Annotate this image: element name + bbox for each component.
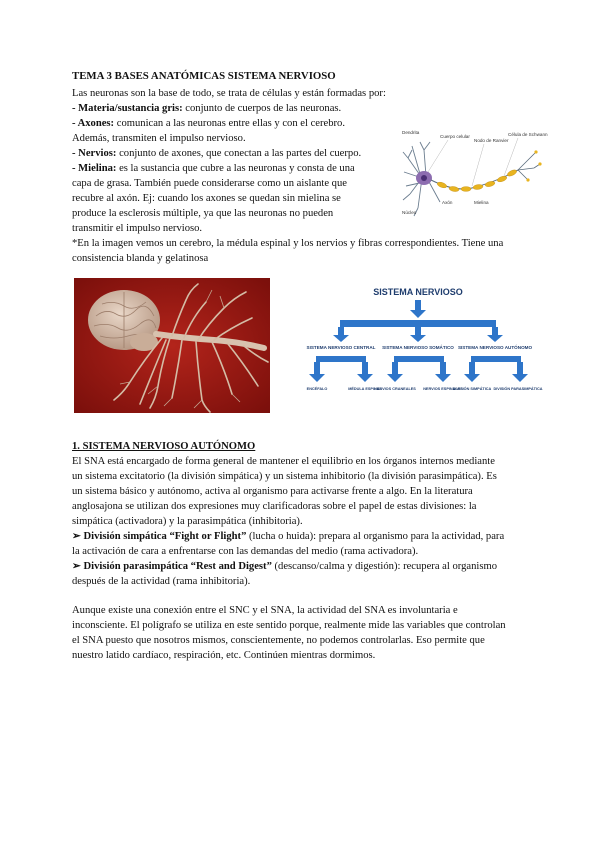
label-cuerpo: Cuerpo celular [440,134,470,139]
section1-p2-line3: el SNA puesto que nosotros mismos, conscientemente, no podemos controlarlas. Eso permite que [72,635,485,646]
nota-line2: consistencia blanda y gelatinosa [72,253,209,264]
parasimpatica-line [72,559,497,574]
diagram-somatico: SISTEMA NERVIOSO SOMÁTICO [382,345,454,350]
label-dendrita: Dendrita [402,130,420,135]
diagram-leaf-encefalo: ENCÉFALO [306,387,328,391]
axones-term: - Axones: [72,118,115,129]
label-celula: Célula de Schwann [508,132,548,137]
label-mielina: Mielina [474,200,489,205]
materia-line [72,101,341,116]
diagram-leaf-parasimpatica: DIVISIÓN PARASIMPÁTICA [493,387,543,391]
parasimpatica-term: ➢ División parasimpática “Rest and Digest” [72,561,272,572]
section1-p1-line4: anglosajona se utilizan dos expresiones muy clarificadoras sobre el papel de estas divisiones: la [72,501,477,512]
parasimpatica-text2: después de la actividad (rama inhibitoria). [72,576,251,587]
label-nucleo: Núcleo [402,210,417,215]
section1-p1-line3: un sistema básico y autónomo, activa al organismo para activarse frente a algo. En la literatura [72,486,473,497]
simpatica-text1: (lucha o huida): prepara al organismo para la actividad, para [246,531,505,542]
simpatica-term: ➢ División simpática “Fight or Flight” [72,531,247,542]
diagram-leaf-medula: MÉDULA ESPINAL [348,387,382,391]
section1-p2-line4: nuestro latido cardíaco, respiración, etc. Continúen mientras dormimos. [72,650,376,661]
axones-text2: Además, transmiten el impulso nervioso. [72,133,246,144]
nervios-term: - Nervios: [72,148,117,159]
section1-p1-line2: un sistema excitatorio (la división simpática) y un sistema inhibitorio (la división parasimpática). Es [72,471,497,482]
materia-text: conjunto de cuerpos de las neuronas. [182,103,342,114]
label-axon: Axón [442,200,453,205]
materia-term: - Materia/sustancia gris: [72,103,183,114]
diagram-leaf-simpatica: DIVISIÓN SIMPÁTICA [452,387,492,391]
section1-p2-line2: inconsciente. El polígrafo se utiliza en este sentido porque, realmente mide las variables que controlan [72,620,506,631]
parasimpatica-text1: (descanso/calma y digestión): recupera al organismo [271,561,498,572]
mielina-term: - Mielina: [72,163,117,174]
brain-spinal-cord-photo [74,278,270,413]
mielina-text3: recubre al axón. Ej: cuando los axones se quedan sin mielina se [72,193,341,204]
nota-line1: *En la imagen vemos un cerebro, la médula espinal y los nervios y fibras correspondientes. Tiene una [72,238,504,249]
page-title: TEMA 3 BASES ANATÓMICAS SISTEMA NERVIOSO [72,70,336,82]
intro-text: Las neuronas son la base de todo, se trata de células y están formadas por: [72,88,386,99]
section1-p2-line1: Aunque existe una conexión entre el SNC y el SNA, la actividad del SNA es involuntaria e [72,605,458,616]
section1-p1-line5: simpática (activadora) y la parasimpática (inhibitoria). [72,516,303,527]
diagram-central: SISTEMA NERVIOSO CENTRAL [306,345,376,350]
axones-text1: comunican a las neuronas entre ellas y con el cerebro. [114,118,345,129]
axones-line [72,116,345,131]
diagram-title: SISTEMA NERVIOSO [373,287,463,297]
section1-p1-line1: El SNA está encargado de forma general de mantener el equilibrio en los órganos internos mediante [72,456,495,467]
mielina-text1: es la sustancia que cubre a las neuronas y consta de una [116,163,355,174]
nervios-line [72,146,361,161]
sistema-nervioso-diagram [300,282,543,416]
diagram-leaf-espinales: NERVIOS ESPINALES [423,387,463,391]
mielina-text2: capa de grasa. También puede considerarse como un aislante que [72,178,347,189]
section1-heading: 1. SISTEMA NERVIOSO AUTÓNOMO [72,441,256,452]
mielina-line [72,161,355,176]
mielina-text4: produce la esclerosis múltiple, ya que las neuronas no pueden [72,208,334,219]
simpatica-line [72,529,504,544]
label-nodo: Nodo de Ranvier [474,138,509,143]
simpatica-text2: la activación de cara a enfrentarse con las demandas del medio (rama activadora). [72,546,419,557]
nervios-text: conjunto de axones, que conectan a las partes del cuerpo. [116,148,362,159]
neuron-illustration [400,128,548,220]
diagram-autonomo: SISTEMA NERVIOSO AUTÓNOMO [457,345,533,350]
diagram-leaf-craneales: NERVIOS CRANEALES [374,387,416,391]
mielina-text5: transmitir el impulso nervioso. [72,223,203,234]
